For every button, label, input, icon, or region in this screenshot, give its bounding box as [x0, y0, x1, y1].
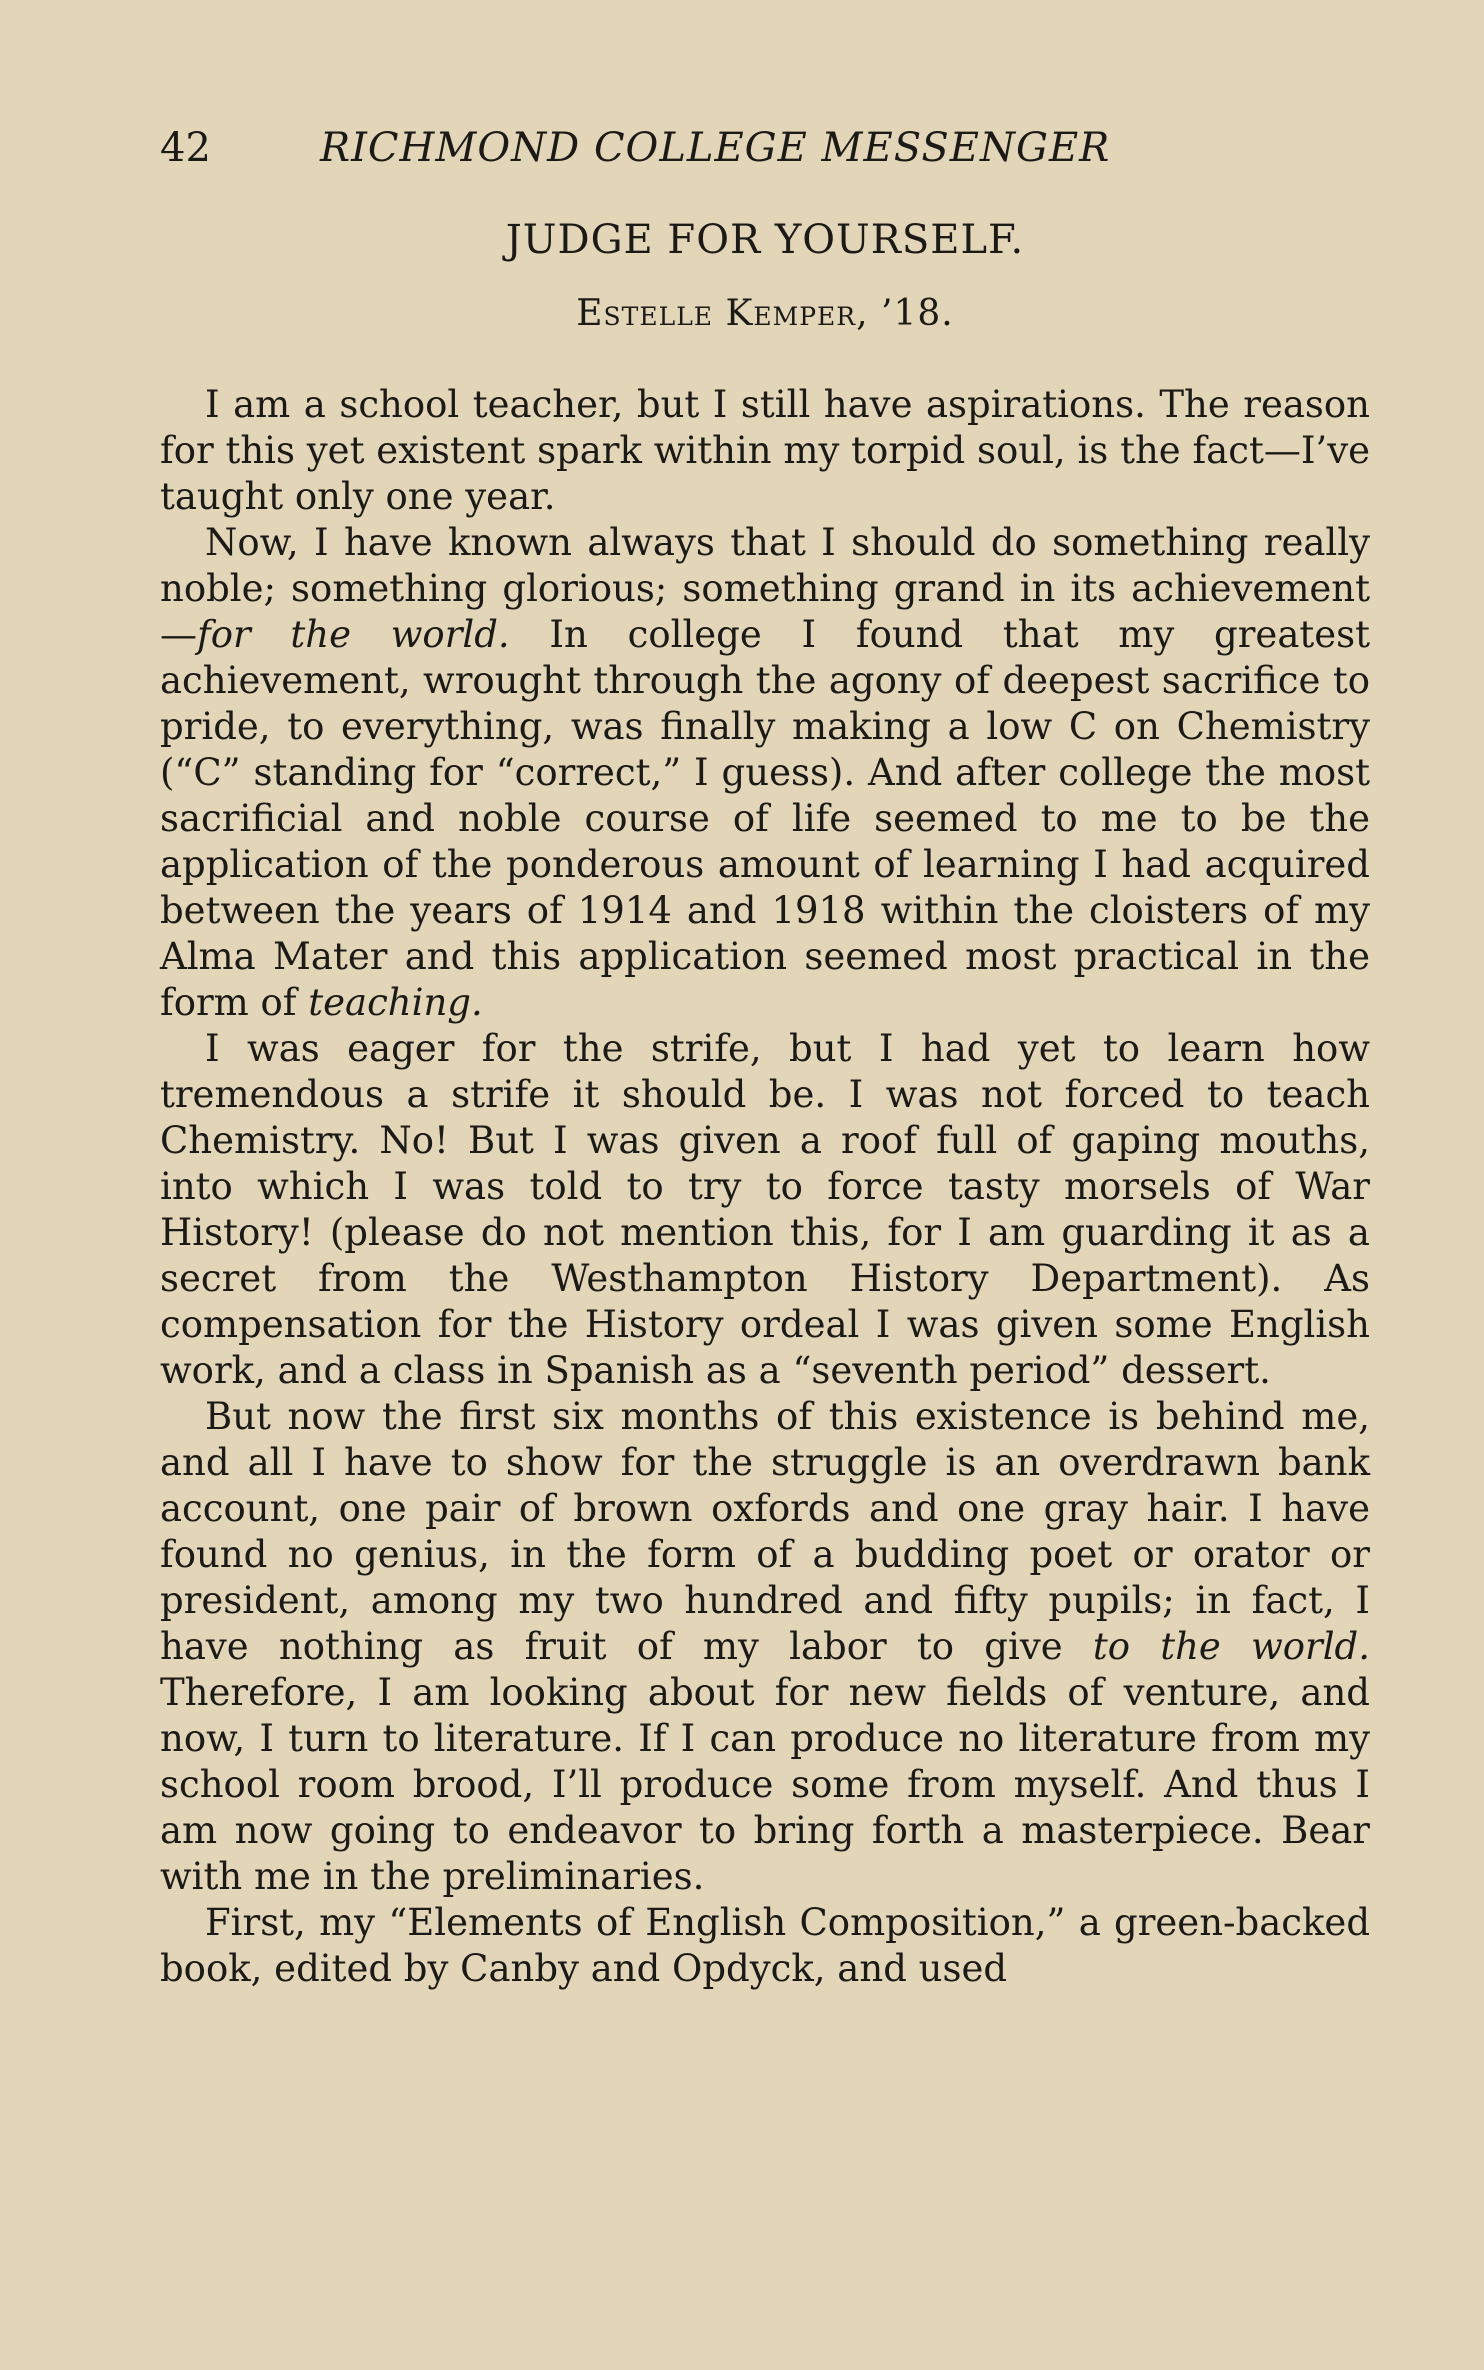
paragraph-text: First, my “Elements of English Composition,” a green-backed book, edited by Canby and Opdyck, and used	[160, 1901, 1370, 1990]
italic-phrase: to the world.	[1092, 1625, 1370, 1668]
running-head	[160, 125, 1370, 195]
paragraph-text: In college I found that my greatest achievement, wrought through the agony of deepest sacrifice to pride, to everything, was finally making a low C on Chemistry (“C” standing for “correct,” I guess). And after college the most sacrificial and noble course of life seemed to me to be the application of the ponderous amount of learning I had acquired between the years of 1914 and 1918 within the cloisters of my Alma Mater and this application seemed most practical in the form of	[160, 613, 1370, 1024]
book-page	[160, 125, 1370, 1992]
paragraph-text: I was eager for the strife, but I had yet to learn how tremendous a strife it should be. I was not forced to teach Chemistry. No! But I was given a roof full of gaping mouths, into which I was told to try to force tasty morsels of War History! (please do not mention this, for I am guarding it as a secret from the Westhampton History Department). As compensation for the History ordeal I was given some English work, and a class in Spanish as a “seventh period” dessert.	[160, 1027, 1370, 1392]
journal-title: RICHMOND COLLEGE MESSENGER	[320, 125, 1111, 171]
article-title: JUDGE FOR YOURSELF.	[505, 217, 1025, 263]
paragraph-2	[160, 520, 1370, 1026]
paragraph-4	[160, 1394, 1370, 1900]
paragraph-text: Therefore, I am looking about for new fields of venture, and now, I turn to literature. If I can produce no literature from my school room brood, I’ll produce some from myself. And thus I am now going to endeavor to bring forth a masterpiece. Bear with me in the preliminaries.	[160, 1671, 1370, 1898]
paragraph-1	[160, 382, 1370, 520]
author-byline: Estelle Kemper, ’18.	[576, 293, 954, 334]
paragraph-5	[160, 1900, 1370, 1992]
article-body	[160, 382, 1370, 1992]
paragraph-text: I am a school teacher, but I still have aspirations. The reason for this yet existent spark within my torpid soul, is the fact—I’ve taught only one year.	[160, 383, 1370, 518]
paragraph-text: But now the first six months of this existence is behind me, and all I have to show for the struggle is an overdrawn bank account, one pair of brown oxfords and one gray hair. I have found no genius, in the form of a budding poet or orator or president, among my two hundred and fifty pupils; in fact, I have nothing as fruit of my labor to give	[160, 1395, 1370, 1668]
italic-phrase: teaching.	[308, 981, 483, 1024]
italic-phrase: for the world.	[197, 613, 510, 656]
paragraph-text: Now, I have known always that I should do something really noble; something glorious; something grand in its achievement—	[160, 521, 1370, 656]
paragraph-3	[160, 1026, 1370, 1394]
page-number: 42	[160, 125, 211, 171]
